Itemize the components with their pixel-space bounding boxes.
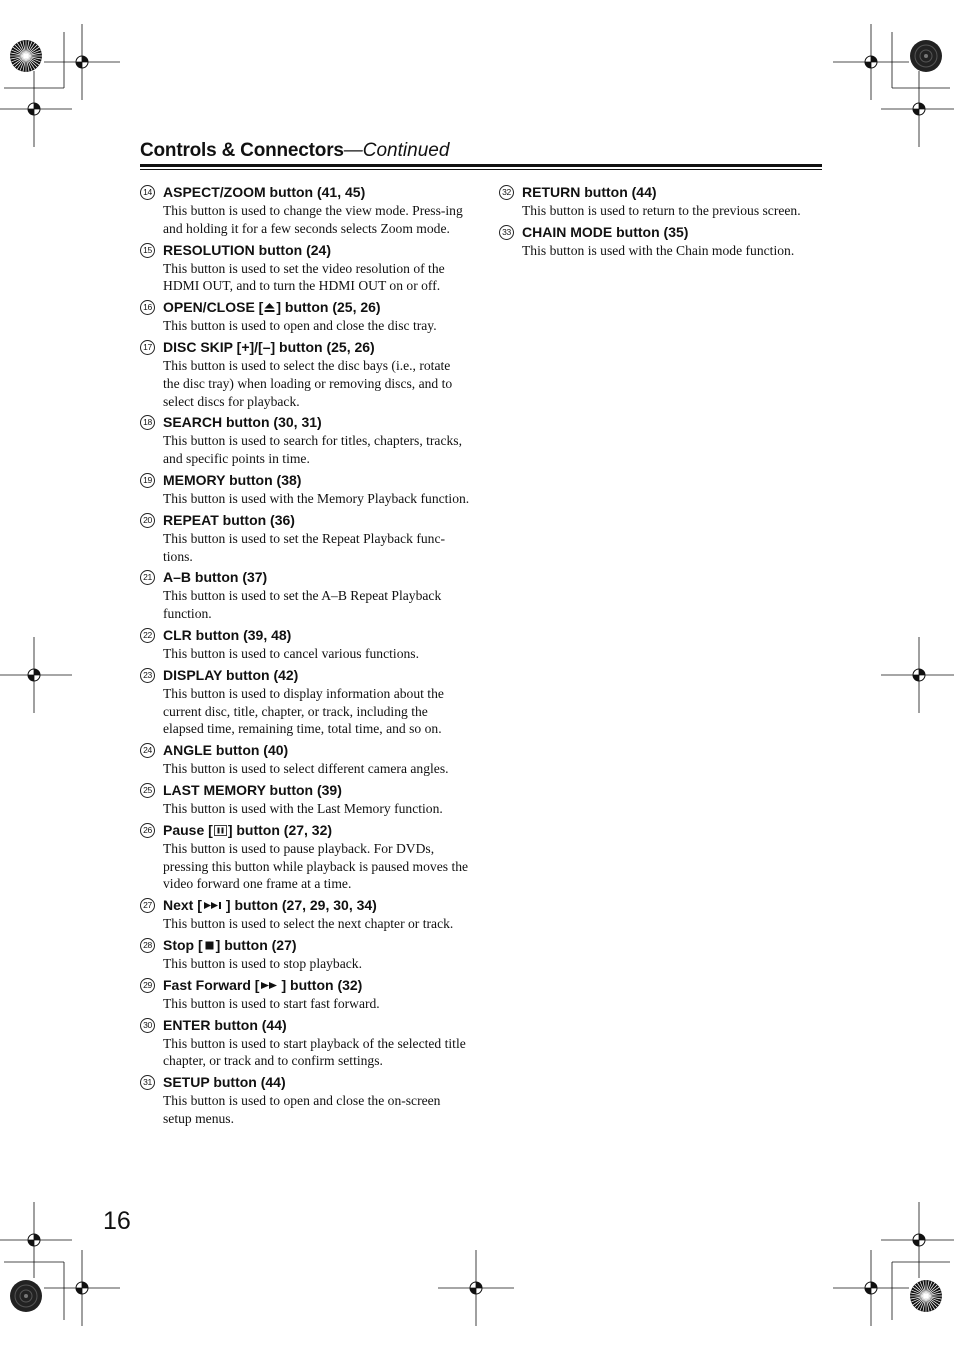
entry-number: 15 [140,243,155,258]
entry-title-suffix: ] button (32) [281,976,363,993]
entry-description: This button is used to return to the previous screen. [522,203,801,218]
entry-title-suffix: ] button (27, 29, 30, 34) [225,897,377,914]
entry-title: CHAIN MODE button (35) [522,223,689,240]
entry-title-prefix: Stop [ [163,936,203,953]
entry-description: This button is used to select the next chapter or track. [163,916,454,932]
entry-description: This button is used to stop playback. [163,955,362,971]
entry-number: 25 [140,783,155,798]
entry-number: 28 [140,938,155,953]
entry-description: This button is used to search for titles, chapters, tracks, and specific points in time. [163,433,462,467]
entry-description: This button is used with the Memory Playback function. [163,490,470,506]
entry-number: 16 [140,300,155,315]
disc-mark-bottom-left [10,1280,42,1312]
entry-title-suffix: ] button (27) [215,936,297,953]
entry-number: 29 [140,978,155,993]
entry-title: DISPLAY button (42) [163,666,299,683]
entry-description: This button is used to open and close the on-screen setup menus. [163,1093,441,1126]
entry-title: DISC SKIP [+]/[–] button (25, 26) [163,338,375,355]
entry-number: 14 [140,185,155,200]
entry-number: 20 [140,513,155,528]
section-title: Controls & Connectors [140,140,344,161]
crosshair-mark-bottom-center [438,1250,514,1326]
entry-description: This button is used to select different camera angles. [163,761,449,777]
entry-description: This button is used to set the video resolution of the HDMI OUT, and to turn the HDMI OUT on or off. [163,260,445,294]
entry-number: 22 [140,628,155,643]
entry-title: ANGLE button (40) [163,742,289,759]
page-number: 16 [103,1207,131,1235]
disc-mark-top-right [910,40,942,72]
entry-number: 30 [140,1018,155,1033]
entry-description: This button is used to start playback of the selected title chapter, or track and to confirm settings. [163,1035,466,1069]
entry-title: CLR button (39, 48) [163,626,292,643]
entry-number: 23 [140,668,155,683]
entry-title: ASPECT/ZOOM button (41, 45) [163,184,366,200]
entry-number: 17 [140,340,155,355]
entry-title: SETUP button (44) [163,1074,286,1091]
entry-title-suffix: ] button (25, 26) [276,299,381,316]
entry-number: 24 [140,743,155,758]
entry-description: This button is used to change the view mode. Press-ing and holding it for a few seconds selects Zoom mode. [163,203,463,236]
starburst-mark-bottom-right [910,1280,942,1312]
entry-title: RESOLUTION button (24) [163,241,331,258]
crosshair-mark-bottom-right [833,1250,909,1326]
entry-title-prefix: Pause [ [163,821,213,838]
entry-title: ENTER button (44) [163,1016,287,1033]
entry-title-suffix: ] button (27, 32) [227,821,333,838]
entry-number: 18 [140,415,155,430]
entry-description: This button is used to pause playback. For DVDs, pressing this button while playback is paused moves the video forward one frame at a time. [163,840,469,892]
entry-number: 19 [140,473,155,488]
crosshair-mark-bottom-left [44,1250,120,1326]
entry-number: 26 [140,823,155,838]
entry-title: MEMORY button (38) [163,471,302,488]
crosshair-mark-left-upper [0,71,72,147]
entry-description: This button is used to select the disc bays (i.e., rotate the disc tray) when loading or removing discs, and to select discs for playback. [163,357,453,409]
crosshair-mark-right-middle [881,637,954,713]
entry-description: This button is used to open and close the disc tray. [163,318,437,334]
entry-description: This button is used to display information about the current disc, title, chapter, or track, including the elapsed time, remaining time, total time, and so on. [163,685,444,737]
entry-number: 32 [499,185,514,200]
entry-description: This button is used to set the A–B Repeat Playback function. [163,588,442,622]
crosshair-mark-left-lower [0,1202,72,1278]
entry-title-prefix: OPEN/CLOSE [ [163,299,264,316]
entry-title-prefix: Fast Forward [ [163,976,260,993]
entry-number: 31 [140,1075,155,1090]
entry-number: 21 [140,570,155,585]
entry-description: This button is used with the Chain mode function. [522,242,795,258]
entry-title: A–B button (37) [163,569,268,586]
entry-description: This button is used to set the Repeat Playback func-tions. [163,530,446,564]
entry-number: 27 [140,898,155,913]
entry-description: This button is used to start fast forward. [163,995,380,1011]
entry-description: This button is used to cancel various functions. [163,645,419,661]
crosshair-mark-top-left [44,24,120,100]
starburst-mark-top-left [10,40,42,72]
entry-number: 33 [499,225,514,240]
section-continued: —Continued [343,140,450,161]
entry-title: REPEAT button (36) [163,511,295,528]
entry-description: This button is used with the Last Memory function. [163,800,443,816]
crosshair-mark-top-right [833,24,909,100]
entry-title: RETURN button (44) [522,184,657,200]
crosshair-mark-left-middle [0,637,72,713]
entry-title: SEARCH button (30, 31) [163,414,322,431]
entry-title-prefix: Next [ [163,897,202,914]
entry-title: LAST MEMORY button (39) [163,781,342,798]
